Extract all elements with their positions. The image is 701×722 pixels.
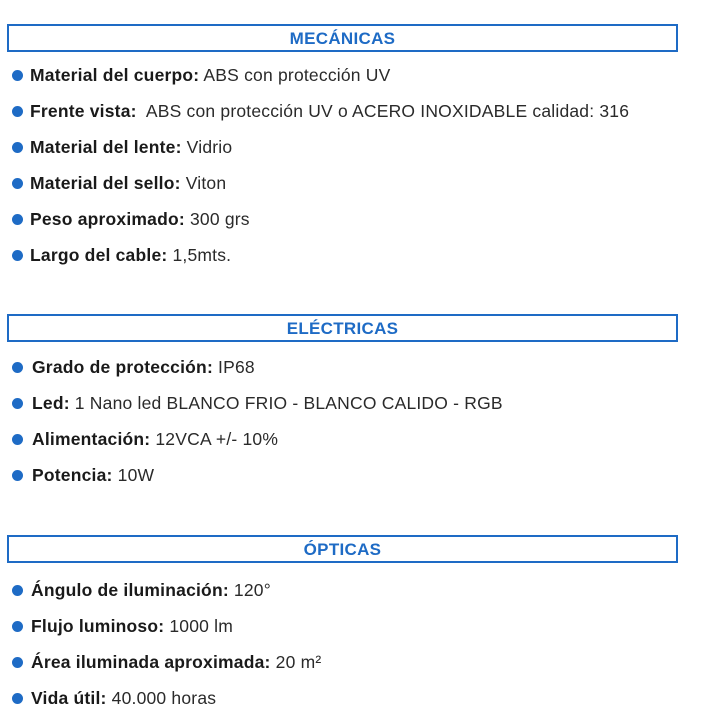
spec-label: Área iluminada aproximada: xyxy=(31,651,271,672)
spec-label: Grado de protección: xyxy=(32,356,213,377)
spec-value: 1000 lm xyxy=(164,615,233,636)
spec-label: Alimentación: xyxy=(32,428,151,449)
bullet-icon xyxy=(12,178,23,189)
spec-value: 10W xyxy=(112,464,155,485)
bullet-icon xyxy=(12,470,23,481)
spec-label: Vida útil: xyxy=(31,687,107,708)
spec-value: 300 grs xyxy=(184,208,250,229)
section-header-opticas xyxy=(7,535,678,563)
bullet-icon xyxy=(12,106,23,117)
section-title: MECÁNICAS xyxy=(289,29,396,48)
bullet-icon xyxy=(12,70,23,81)
spec-value: 20 m² xyxy=(270,651,322,672)
section-title: ÓPTICAS xyxy=(303,540,382,559)
bullet-icon xyxy=(12,142,23,153)
bullet-icon xyxy=(12,434,23,445)
section-title: ELÉCTRICAS xyxy=(286,319,399,338)
bullet-icon xyxy=(12,621,23,632)
section-header-electricas xyxy=(7,314,678,342)
bullet-icon xyxy=(12,657,23,668)
spec-label: Led: xyxy=(32,392,70,413)
spec-label: Material del sello: xyxy=(30,172,181,193)
spec-label: Ángulo de iluminación: xyxy=(31,579,229,600)
spec-label: Material del cuerpo: xyxy=(30,64,200,85)
spec-label: Frente vista: xyxy=(30,100,137,121)
spec-value: 1 Nano led BLANCO FRIO - BLANCO CALIDO - RGB xyxy=(69,392,503,413)
bullet-icon xyxy=(12,214,23,225)
section-header-mecanicas xyxy=(7,24,678,52)
bullet-icon xyxy=(12,250,23,261)
bullet-icon xyxy=(12,585,23,596)
spec-label: Flujo luminoso: xyxy=(31,615,165,636)
spec-value: 1,5mts. xyxy=(167,244,232,265)
spec-label: Peso aproximado: xyxy=(30,208,185,229)
spec-value: 12VCA +/- 10% xyxy=(150,428,279,449)
spec-value: IP68 xyxy=(212,356,255,377)
spec-value: 120° xyxy=(228,579,271,600)
spec-label: Potencia: xyxy=(32,464,113,485)
spec-value: 40.000 horas xyxy=(106,687,217,708)
bullet-icon xyxy=(12,362,23,373)
spec-value: Vidrio xyxy=(181,136,233,157)
spec-value: ABS con protección UV o ACERO INOXIDABLE calidad: 316 xyxy=(136,100,630,121)
spec-label: Material del lente: xyxy=(30,136,182,157)
bullet-icon xyxy=(12,693,23,704)
spec-label: Largo del cable: xyxy=(30,244,168,265)
bullet-icon xyxy=(12,398,23,409)
spec-value: ABS con protección UV xyxy=(199,64,391,85)
spec-value: Viton xyxy=(180,172,227,193)
